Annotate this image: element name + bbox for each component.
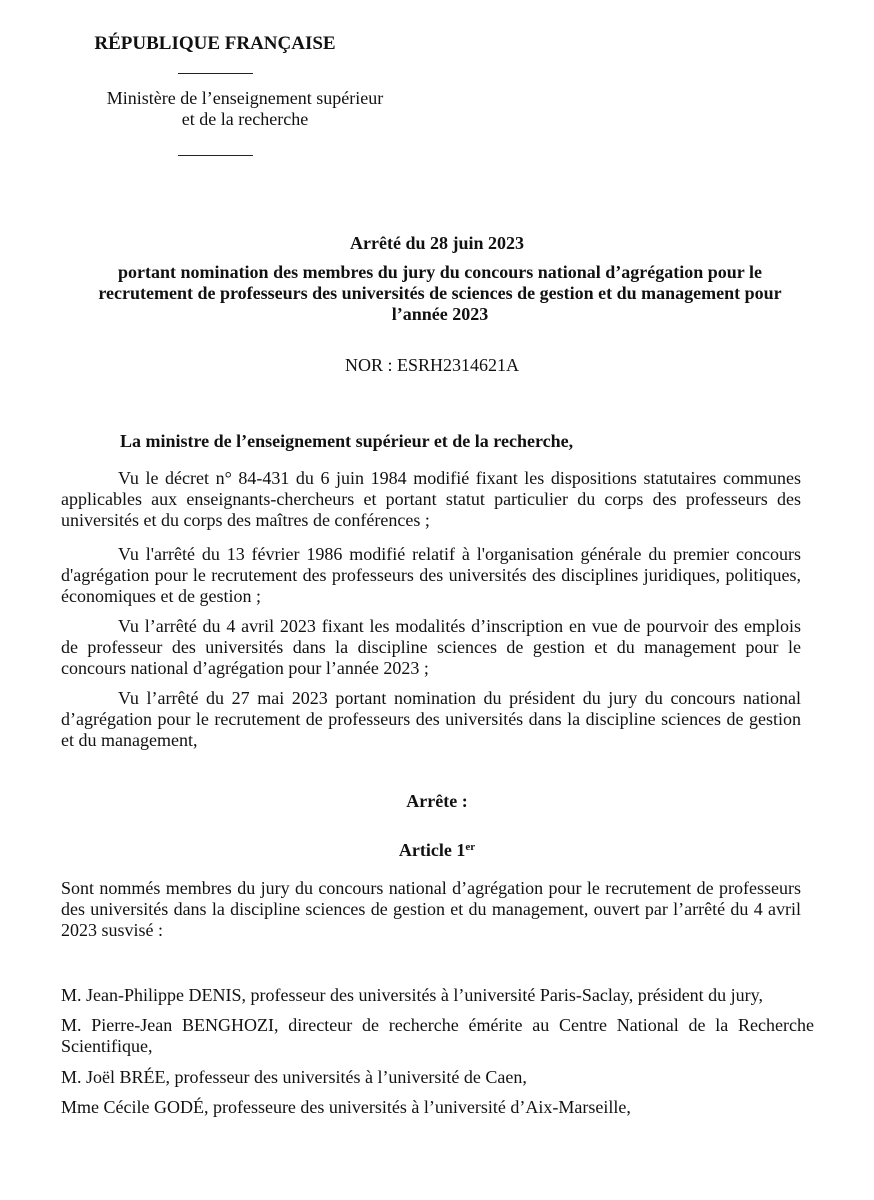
visa-paragraph: Vu l'arrêté du 13 février 1986 modifié relatif à l'organisation générale du premier concours d'agrégation pour le recrutement des professeurs des universités des disciplines juridiques, politiques, économiques et de gestion ; [61,544,801,606]
visa-paragraph: Vu le décret n° 84-431 du 6 juin 1984 modifié fixant les dispositions statutaires communes applicables aux enseignants-chercheurs et portant statut particulier du corps des professeurs des universités et du corps des maîtres de conférences ; [61,468,801,530]
header-divider-top [178,73,253,74]
visa-paragraph: Vu l’arrêté du 4 avril 2023 fixant les modalités d’inscription en vue de pourvoir des emplois de professeur des universités dans la discipline sciences de gestion et du management pour le concours national d’agrégation pour l’année 2023 ; [61,616,801,678]
article-heading [0,840,874,861]
arrete-label: Arrête : [406,791,468,811]
ministere-line-1: Ministère de l’enseignement supérieur [106,88,384,108]
jury-member: M. Joël BRÉE, professeur des universités à l’université de Caen, [61,1067,527,1087]
ministre-line: La ministre de l’enseignement supérieur et de la recherche, [120,431,574,451]
article-label: Article 1 [398,840,466,860]
jury-member: Mme Cécile GODÉ, professeure des universités à l’université d’Aix-Marseille, [61,1097,631,1117]
ministere-line-2: et de la recherche [181,109,309,129]
arrete-date: Arrêté du 28 juin 2023 [350,233,524,253]
arrete-title: portant nomination des membres du jury du concours national d’agrégation pour le recrutement de professeurs des universités de sciences de gestion et du management pour l’année 2023 [98,262,782,324]
article-superscript: er [465,841,476,853]
jury-member: M. Jean-Philippe DENIS, professeur des universités à l’université Paris-Saclay, président du jury, [61,985,764,1005]
article-intro: Sont nommés membres du jury du concours national d’agrégation pour le recrutement de professeurs des universités dans la discipline sciences de gestion et du management, ouvert par l’arrêté du 4 avril 2023 susvisé : [61,878,801,940]
visa-paragraph: Vu l’arrêté du 27 mai 2023 portant nomination du président du jury du concours national d’agrégation pour le recrutement de professeurs des universités dans la discipline sciences de gestion et du management, [61,688,801,750]
nor-reference: NOR : ESRH2314621A [344,355,519,375]
header-divider-bottom [178,155,253,156]
ministere-block [70,88,420,130]
republique-heading: RÉPUBLIQUE FRANÇAISE [94,33,336,54]
jury-member: M. Pierre-Jean BENGHOZI, directeur de recherche émérite au Centre National de la Recherche Scientifique, [61,1015,814,1056]
